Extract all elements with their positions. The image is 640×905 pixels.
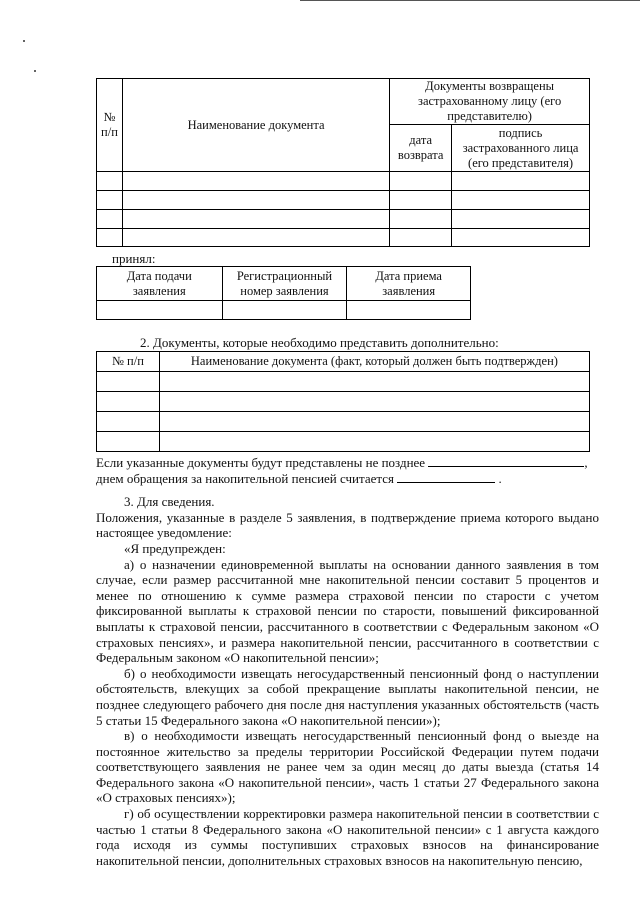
header-signature: подпись застрахованного лица (его представителя): [452, 125, 590, 172]
header-return-date: дата возврата: [390, 125, 452, 172]
table-row: [97, 301, 471, 320]
header-reg-number: Регистрационный номер заявления: [222, 267, 347, 301]
table-row: [97, 392, 590, 412]
table-row: [97, 372, 590, 392]
table-row: [97, 172, 590, 191]
accepted-label: принял:: [112, 251, 156, 266]
header-accept-date: Дата приема заявления: [347, 267, 471, 301]
section3-heading: 3. Для сведения.: [124, 494, 215, 510]
item-b: б) о необходимости извещать негосударственный пенсионный фонд о наступлении обстоятельств, влекущих за собой прекращение выплаты накопительной пенсии, не позднее следующего рабочего дня после дня наступления указанных обстоятельств (часть 5 статьи 15 Федерального закона «О накопительной пенсии»);: [96, 665, 599, 728]
section3-intro: Положения, указанные в разделе 5 заявления, в подтверждение приема которого выдано настоящее уведомление:: [96, 509, 599, 541]
registration-table: [96, 266, 471, 320]
notice-body: [96, 455, 599, 868]
additional-documents-table: [96, 351, 590, 452]
returned-documents-table: [96, 78, 590, 247]
item-c: в) о необходимости извещать негосударственный пенсионный фонд о выезде на постоянное жительство за пределы территории Российской Федерации путем подачи соответствующего заявления не ранее чем за один месяц до даты выезда (статья 14 Федерального закона «О накопительной пенсии», часть 1 статьи 27 Федерального закона «О страховых пенсиях»);: [96, 728, 599, 806]
application-date-blank[interactable]: [397, 471, 495, 483]
deadline-line-2: днем обращения за накопительной пенсией считается .: [96, 470, 502, 486]
warned-heading: «Я предупрежден:: [124, 540, 226, 556]
table-row: [97, 191, 590, 210]
table-row: [97, 412, 590, 432]
section2-heading: 2. Документы, которые необходимо представить дополнительно:: [140, 335, 499, 350]
header-document-name: Наименование документа: [122, 79, 389, 172]
header-number: № п/п: [97, 79, 123, 172]
table-row: [97, 210, 590, 229]
item-d: г) об осуществлении корректировки размера накопительной пенсии в соответствии с частью 1 статьи 8 Федерального закона «О накопительной пенсии» с 1 августа каждого года исходя из суммы поступивших страховых взносов на финансирование накопительной пенсии, дополнительных страховых взносов на накопительную пенсию,: [96, 806, 599, 868]
scan-speck: [23, 40, 25, 42]
header-document-name: Наименование документа (факт, который должен быть подтвержден): [159, 352, 589, 372]
header-submit-date: Дата подачи заявления: [97, 267, 223, 301]
item-a: а) о назначении единовременной выплаты на основании данного заявления в том случае, если размер рассчитанной мне накопительной пенсии составит 5 процентов и менее по отношению к сумме размера страховой пенсии по старости с учетом фиксированной выплаты к страховой пенсии по старости, повышений фиксированной выплаты к страховой пенсии, рассчитанного в соответствии с Федеральным законом «О страховых пенсиях», и размера накопительной пенсии, рассчитанного в соответствии с Федеральным законом «О накопительной пенсии»;: [96, 556, 599, 666]
scan-speck: [34, 70, 36, 72]
deadline-line-1: Если указанные документы будут представлены не позднее ,: [96, 455, 588, 470]
table-row: [97, 432, 590, 452]
deadline-date-blank[interactable]: [428, 455, 584, 467]
table-row: [97, 229, 590, 247]
header-number: № п/п: [97, 352, 160, 372]
scan-edge-line: [300, 0, 640, 1]
header-returned: Документы возвращены застрахованному лицу (его представителю): [390, 79, 590, 125]
